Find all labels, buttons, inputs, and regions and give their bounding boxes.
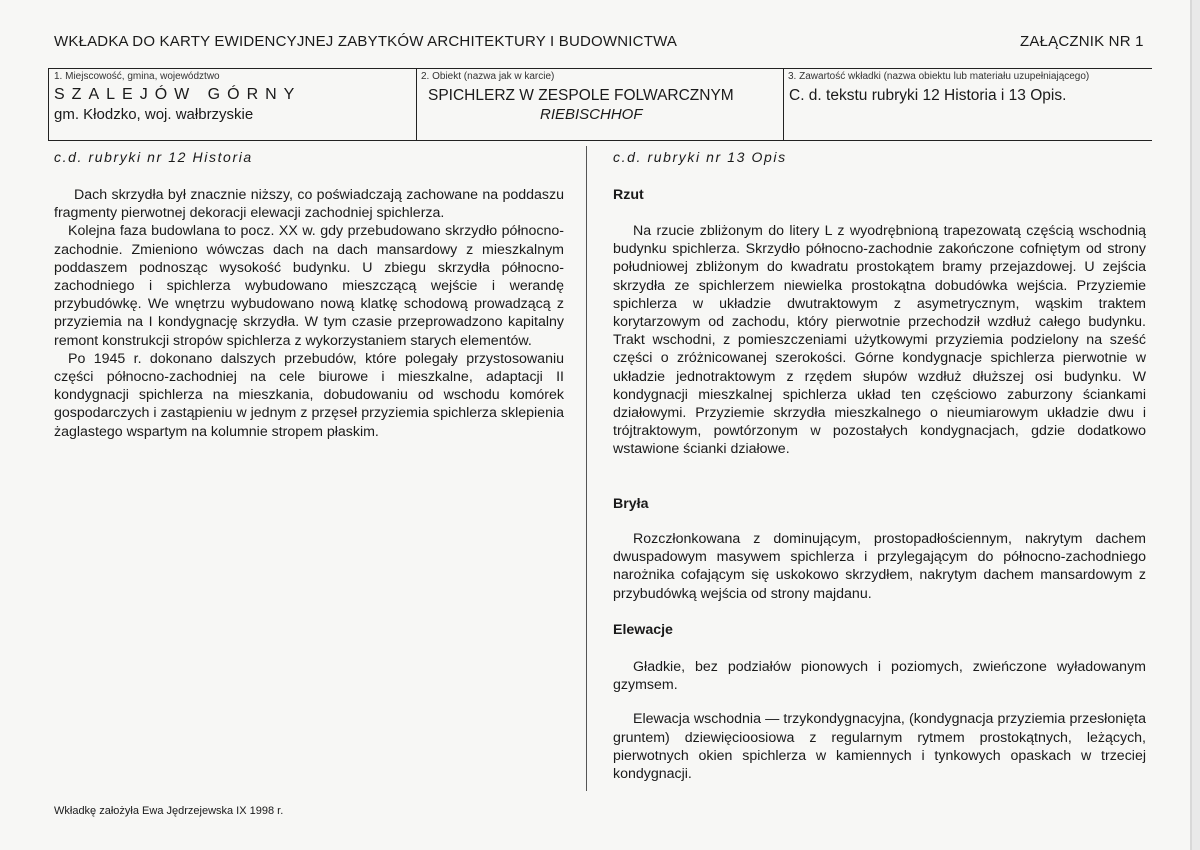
section-heading-elewacje: Elewacje xyxy=(613,622,673,638)
section-paragraph: Gładkie, bez podziałów pionowych i poziomych, zwieńczone wyładowanym gzymsem. xyxy=(613,659,1146,694)
section-text-rzut xyxy=(613,222,1146,459)
object-caption: 2. Obiekt (nazwa jak w karcie) xyxy=(421,71,555,82)
footer-note: Wkładkę założyła Ewa Jędrzejewska IX 1998 r. xyxy=(54,805,284,817)
history-text xyxy=(54,186,564,441)
section-heading-rzut: Rzut xyxy=(613,187,644,203)
location-detail: gm. Kłodzko, woj. wałbrzyskie xyxy=(54,106,254,123)
content-caption: 3. Zawartość wkładki (nazwa obiektu lub materiału uzupełniającego) xyxy=(788,71,1090,82)
object-german-name: RIEBISCHHOF xyxy=(540,106,643,123)
section-heading-bryla: Bryła xyxy=(613,496,649,512)
section-text-bryla xyxy=(613,530,1146,603)
header-divider-2 xyxy=(783,68,784,141)
column-divider xyxy=(586,146,587,791)
header-left-border xyxy=(48,68,49,141)
content-value: C. d. tekstu rubryki 12 Historia i 13 Opis. xyxy=(789,87,1067,104)
object-name: SPICHLERZ W ZESPOLE FOLWARCZNYM xyxy=(428,87,734,104)
header-top-rule xyxy=(48,68,1152,69)
history-column-title: c.d. rubryki nr 12 Historia xyxy=(54,149,253,165)
header-bottom-rule xyxy=(48,140,1152,141)
history-paragraph: Po 1945 r. dokonano dalszych przebudów, które polegały przystosowaniu części północno-zachodniej na cele biurowe i mieszkalne, adaptacji II kondygnacji spichlerza na mieszkania, dobudowaniu od wschodu komórek gospodarczych i zastąpieniu w jednym z przęseł przyziemia spichlerza sklepienia żaglastego wspartym na kolumnie stropem płaskim. xyxy=(54,350,564,440)
annex-label: ZAŁĄCZNIK NR 1 xyxy=(1020,33,1144,50)
history-paragraph: Dach skrzydła był znacznie niższy, co poświadczają zachowane na poddaszu fragmenty pierwotnej dekoracji elewacji zachodniej spichlerza. xyxy=(54,187,564,222)
history-paragraph: Kolejna faza budowlana to pocz. XX w. gdy przebudowano skrzydło północno-zachodnie. Zmieniono wówczas dach na dach mansardowy z mieszkalnym poddaszem podnosząc wysokość budynku. U zbiegu skrzydła północno-zachodniego i spichlerza wybudowano mieszczącą wejście i werandę przybudówkę. We wnętrzu wybudowano nową klatkę schodową prowadzącą z przyziemia na I kondygnację skrzydła. W tym czasie przeprowadzono kapitalny remont konstrukcji stropów spichlerza z wykorzystaniem starych elementów. xyxy=(54,223,564,349)
location-caption: 1. Miejscowość, gmina, województwo xyxy=(54,71,220,82)
section-paragraph: Rozczłonkowana z dominującym, prostopadłościennym, nakrytym dachem dwuspadowym masywem spichlerza i przylegającym do północno-zachodniego narożnika cofającym się uskokowo skrzydłem, nakrytym dachem mansardowym z przybudówką wejścia od strony majdanu. xyxy=(613,531,1146,602)
header-divider-1 xyxy=(416,68,417,141)
section-text-elewacje xyxy=(613,658,1146,783)
section-paragraph: Elewacja wschodnia — trzykondygnacyjna, (kondygnacja przyziemia przesłonięta gruntem) dziewięcioosiowa z regularnym rytmem prostokątnych, leżących, pierwotnych okien spichlerza w kamiennych i tynkowych opaskach w trzeciej kondygnacji. xyxy=(613,711,1146,783)
section-paragraph: Na rzucie zbliżonym do litery L z wyodrębnioną trapezowatą częścią wschodnią budynku spichlerza. Skrzydło północno-zachodnie zakończone cofniętym od strony południowej zbliżonym do kwadratu prostokątem bramy przejazdowej. U zejścia skrzydła ze spichlerzem niewielka prostokątna dobudówka wejścia. Przyziemie spichlerza w układzie dwutraktowym z asymetrycznym, wąskim traktem korytarzowym od zachodu, który pierwotnie przechodził wzdłuż całego budynku. Trakt wschodni, z pomieszczeniami użytkowymi przyziemia podzielony na sześć części o zróżnicowanej szerokości. Górne kondygnacje spichlerza pierwotnie w układzie jednotraktowym z rzędem słupów wzdłuż dłuższej osi budynku. W kondygnacji mieszkalnej spichlerza układ ten częściowo zaburzony ściankami działowymi. Przyziemie skrzydła mieszkalnego o nieumiarowym układzie dwu i trójtraktowym, powtórzonym w pozostałych kondygnacjach, gdzie dodatkowo wstawione ścianki działowe. xyxy=(613,223,1146,458)
form-title: WKŁADKA DO KARTY EWIDENCYJNEJ ZABYTKÓW ARCHITEKTURY I BUDOWNICTWA xyxy=(54,33,678,50)
description-column-title: c.d. rubryki nr 13 Opis xyxy=(613,149,787,165)
location-name: SZALEJÓW GÓRNY xyxy=(54,86,302,103)
